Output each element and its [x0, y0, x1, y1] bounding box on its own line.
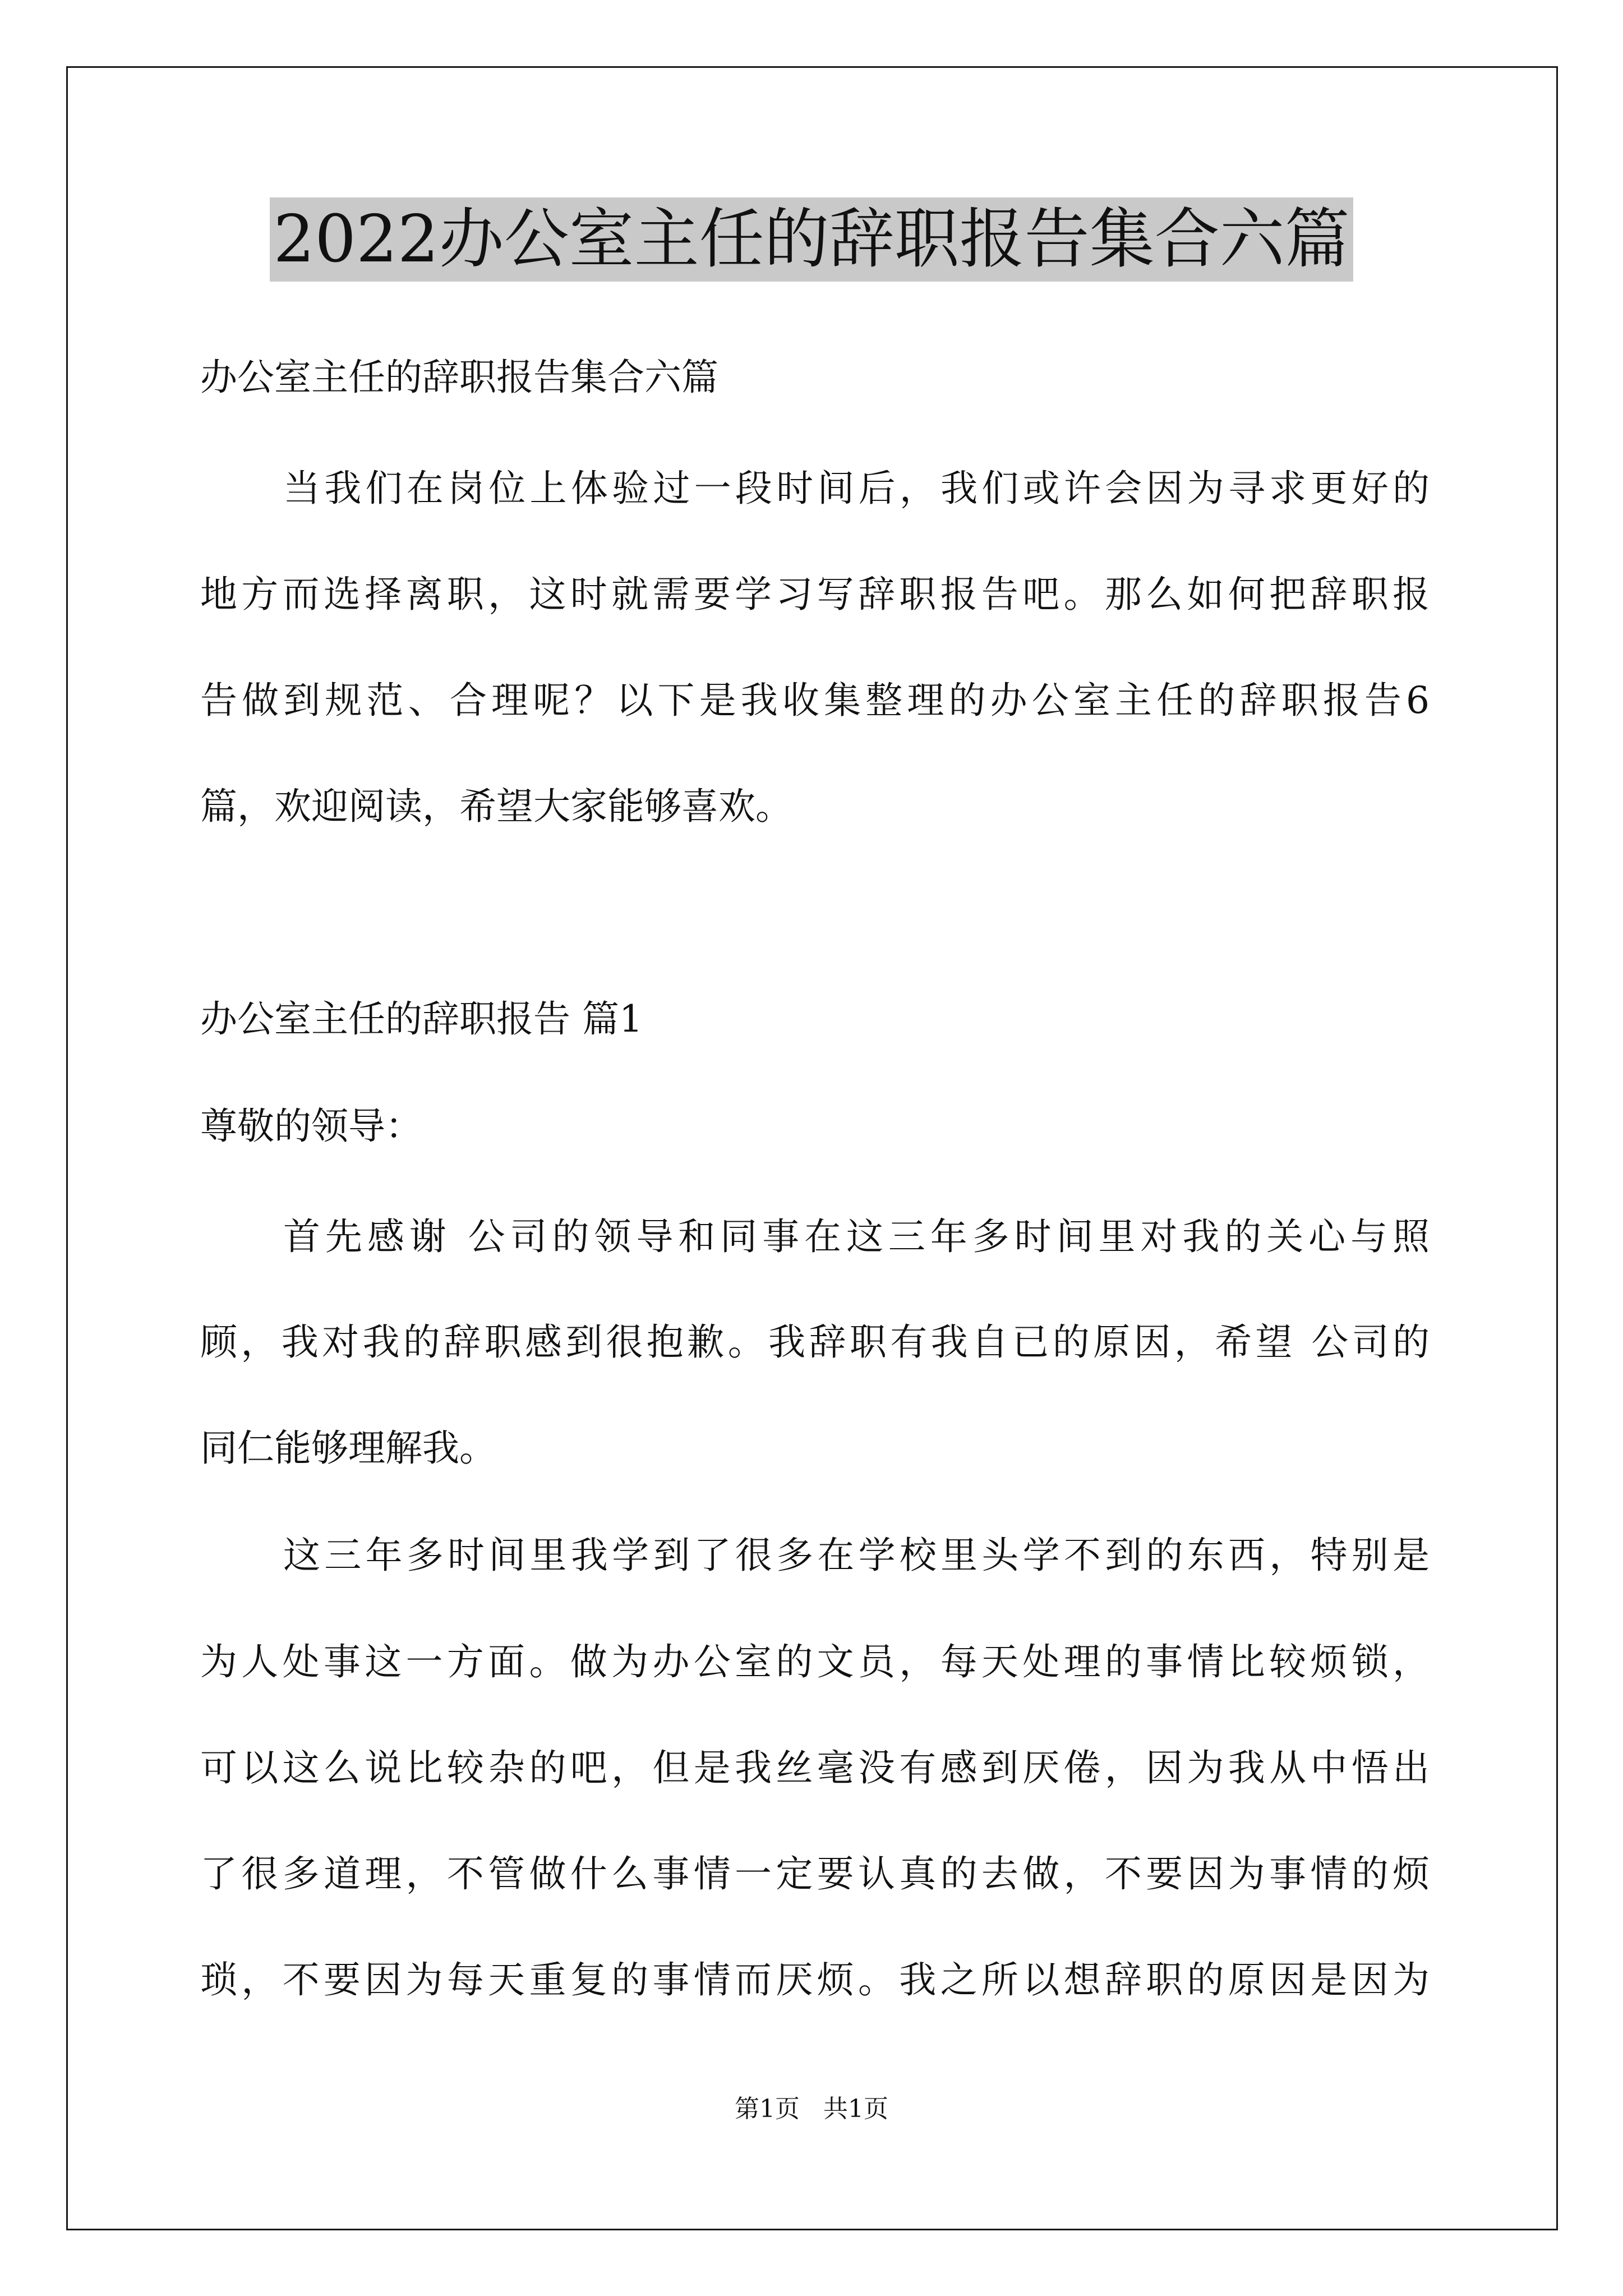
paragraph2-line-4: 了很多道理，不管做什么事情一定要认真的去做，不要因为事情的烦 [200, 1852, 1430, 1895]
document-subtitle: 办公室主任的辞职报告集合六篇 [200, 356, 718, 399]
paragraph1-line-1: 首先感谢 公司的领导和同事在这三年多时间里对我的关心与照 [283, 1215, 1430, 1258]
intro-line-3: 告做到规范、合理呢？以下是我收集整理的办公室主任的辞职报告6 [200, 679, 1430, 722]
paragraph1-line-2: 顾，我对我的辞职感到很抱歉。我辞职有我自已的原因，希望 公司的 [200, 1320, 1430, 1364]
paragraph2-line-5: 琐，不要因为每天重复的事情而厌烦。我之所以想辞职的原因是因为 [200, 1958, 1430, 2001]
paragraph1-line-3: 同仁能够理解我。 [200, 1427, 496, 1470]
paragraph2-line-1: 这三年多时间里我学到了很多在学校里头学不到的东西，特别是 [283, 1534, 1430, 1577]
title-container [0, 197, 1623, 282]
intro-line-4: 篇，欢迎阅读，希望大家能够喜欢。 [200, 785, 792, 828]
salutation: 尊敬的领导： [200, 1105, 422, 1148]
document-title: 2022办公室主任的辞职报告集合六篇 [270, 197, 1353, 282]
intro-line-1: 当我们在岗位上体验过一段时间后，我们或许会因为寻求更好的 [283, 467, 1430, 510]
paragraph2-line-2: 为人处事这一方面。做为办公室的文员，每天处理的事情比较烦锁， [200, 1640, 1430, 1683]
intro-line-2: 地方而选择离职，这时就需要学习写辞职报告吧。那么如何把辞职报 [200, 573, 1430, 616]
paragraph2-line-3: 可以这么说比较杂的吧，但是我丝毫没有感到厌倦，因为我从中悟出 [200, 1746, 1430, 1789]
section-heading: 办公室主任的辞职报告 篇1 [200, 997, 643, 1041]
page-footer: 第1页 共1页 [735, 2095, 888, 2123]
